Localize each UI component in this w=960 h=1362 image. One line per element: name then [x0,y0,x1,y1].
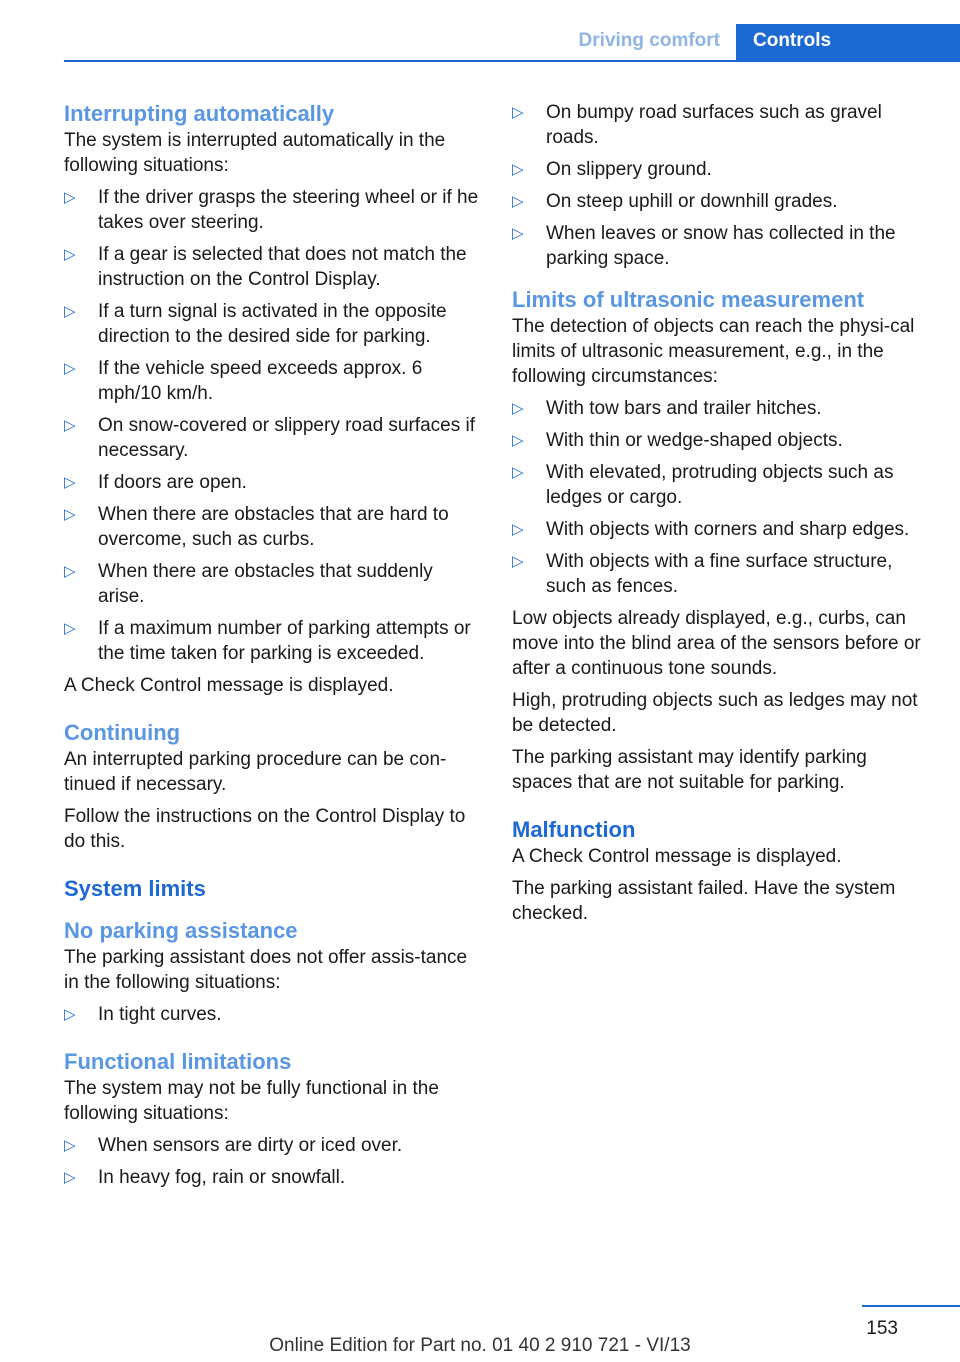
functional-intro: The system may not be fully functional in the following situations: [64,1078,439,1124]
triangle-right-icon: ▷ [64,506,76,523]
list-item: ▷ With tow bars and trailer hitches. [512,398,822,419]
heading-ultrasonic-limits: Limits of ultrasonic measurement [512,287,865,312]
triangle-right-icon: ▷ [64,246,76,263]
functional-list-continued [512,100,930,271]
list-item: ▷ If doors are open. [64,472,247,493]
heading-continuing: Continuing [64,720,181,745]
continuing-p2: Follow the instructions on the Control Display to do this. [64,806,466,852]
list-item: ▷ With objects with a fine surface structure, such as fences. [512,551,893,597]
triangle-right-icon: ▷ [512,464,524,481]
page-number-rule [862,1305,960,1307]
list-item: ▷ If a maximum number of parking attempts or the time taken for parking is exceeded. [64,618,471,664]
functional-list [64,1133,482,1190]
malfunction-p2: The parking assistant failed. Have the system checked. [512,878,896,924]
list-item: ▷ With objects with corners and sharp edges. [512,519,910,540]
triangle-right-icon: ▷ [64,417,76,434]
triangle-right-icon: ▷ [512,104,524,121]
heading-no-parking-assistance: No parking assistance [64,918,298,943]
list-item: ▷ When sensors are dirty or iced over. [64,1135,403,1156]
triangle-right-icon: ▷ [512,225,524,242]
no-assistance-intro: The parking assistant does not offer assis‐tance in the following situations: [64,947,468,993]
list-item: ▷ If a gear is selected that does not match the instruction on the Control Display. [64,244,467,290]
edition-footer: Online Edition for Part no. 01 40 2 910 721 - VI/13 [269,1335,691,1356]
triangle-right-icon: ▷ [512,400,524,417]
page-number: 153 [866,1318,898,1339]
list-item: ▷ When there are obstacles that suddenly arise. [64,561,433,607]
triangle-right-icon: ▷ [512,432,524,449]
heading-system-limits: System limits [64,876,206,901]
triangle-right-icon: ▷ [64,1169,76,1186]
list-item: ▷ In heavy fog, rain or snowfall. [64,1167,346,1188]
triangle-right-icon: ▷ [64,360,76,377]
heading-functional-limitations: Functional limitations [64,1049,292,1074]
triangle-right-icon: ▷ [64,189,76,206]
interrupting-list [64,185,482,666]
triangle-right-icon: ▷ [64,620,76,637]
list-item: ▷ If a turn signal is activated in the opposite direction to the desired side for parking. [64,301,447,347]
header-chapter-tab [736,24,960,62]
continuing-p1: An interrupted parking procedure can be con‐tinued if necessary. [64,749,447,795]
left-column [64,100,482,1197]
list-item: ▷ In tight curves. [64,1004,222,1025]
no-assistance-list [64,1002,482,1027]
list-item: ▷ On snow-covered or slippery road surfaces if necessary. [64,415,475,461]
interrupting-note: A Check Control message is displayed. [64,675,394,696]
triangle-right-icon: ▷ [64,1137,76,1154]
header-section-title: Driving comfort [578,30,720,51]
ultrasonic-p2: High, protruding objects such as ledges may not be detected. [512,690,918,736]
triangle-right-icon: ▷ [512,193,524,210]
ultrasonic-list [512,396,930,599]
ultrasonic-intro: The detection of objects can reach the physi‐cal limits of ultrasonic measurement, e.g., in the following circumstances: [512,316,915,387]
list-item: ▷ If the driver grasps the steering wheel or if he takes over steering. [64,187,479,233]
list-item: ▷ If the vehicle speed exceeds approx. 6 mph/10 km/h. [64,358,423,404]
heading-interrupting: Interrupting automatically [64,101,335,126]
list-item: ▷ When there are obstacles that are hard to overcome, such as curbs. [64,504,449,550]
triangle-right-icon: ▷ [64,474,76,491]
list-item: ▷ On steep uphill or downhill grades. [512,191,838,212]
list-item: ▷ On bumpy road surfaces such as gravel roads. [512,102,882,148]
ultrasonic-p3: The parking assistant may identify parking spaces that are not suitable for parking. [512,747,867,793]
ultrasonic-p1: Low objects already displayed, e.g., curbs, can move into the blind area of the sensors before or after a continuous tone sounds. [512,608,921,679]
list-item: ▷ On slippery ground. [512,159,712,180]
triangle-right-icon: ▷ [64,1006,76,1023]
interrupting-intro: The system is interrupted automatically in the following situations: [64,130,446,176]
triangle-right-icon: ▷ [512,521,524,538]
right-column [512,100,930,933]
triangle-right-icon: ▷ [512,553,524,570]
list-item: ▷ With thin or wedge-shaped objects. [512,430,843,451]
list-item: ▷ When leaves or snow has collected in the parking space. [512,223,896,269]
header-chapter-label: Controls [753,30,832,51]
triangle-right-icon: ▷ [64,303,76,320]
heading-malfunction: Malfunction [512,817,636,842]
list-item: ▷ With elevated, protruding objects such as ledges or cargo. [512,462,894,508]
triangle-right-icon: ▷ [512,161,524,178]
triangle-right-icon: ▷ [64,563,76,580]
malfunction-p1: A Check Control message is displayed. [512,846,842,867]
